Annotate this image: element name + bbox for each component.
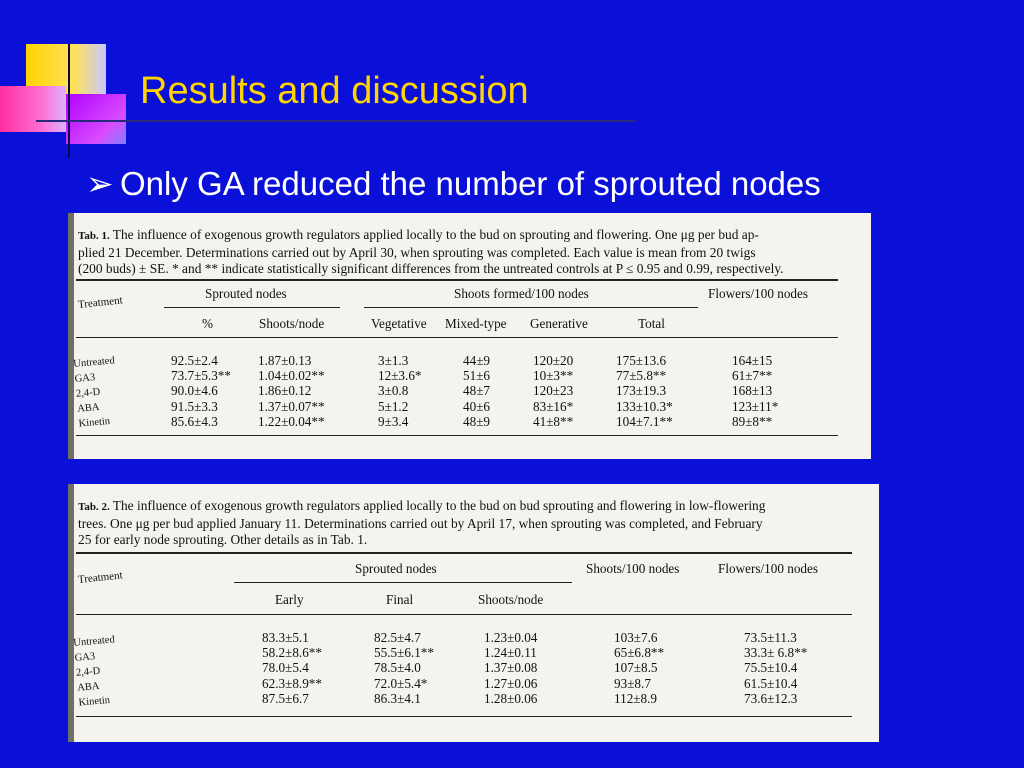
table-cell: 41±8** [533, 413, 574, 429]
table-cell: 1.28±0.06 [484, 690, 538, 706]
treatment-label: ABA [76, 680, 100, 694]
bullet-item [86, 164, 821, 203]
caption-line: trees. One μg per bud applied January 11. Determinations carried out by April 17, when sprouting was completed, and February [78, 515, 763, 531]
table-cell: 77±5.8** [616, 368, 667, 384]
table-cell: 82.5±4.7 [374, 630, 421, 645]
table-cell: 73.5±11.3 [744, 630, 797, 645]
table-cell: 1.22±0.04** [258, 413, 325, 429]
subheader-early: Early [275, 592, 304, 607]
table-cell: 1.37±0.08 [484, 660, 538, 676]
table-cell: 44±9 [463, 353, 491, 368]
subheader-generative: Generative [530, 316, 588, 331]
table-cell: 123±11* [732, 398, 779, 414]
data-column [374, 630, 434, 706]
subheader-vegetative: Vegetative [371, 316, 427, 331]
table-cell: 1.86±0.12 [258, 383, 312, 399]
table-bottom-rule [76, 435, 838, 436]
table-cell: 73.7±5.3** [171, 368, 231, 384]
table-cell: 3±1.3 [378, 353, 409, 368]
group-rule [234, 582, 572, 583]
table-cell: 91.5±3.3 [171, 398, 218, 414]
table-cell: 58.2±8.6** [262, 645, 322, 661]
table-cell: 40±6 [463, 398, 491, 414]
treatment-label: 2,4-D [75, 386, 101, 400]
data-column [378, 353, 422, 429]
data-column [258, 353, 325, 429]
header-shoots-per-100: Shoots/100 nodes [586, 561, 680, 576]
data-column [262, 630, 322, 706]
caption-line: Tab. 2. The influence of exogenous growth regulators applied locally to the bud on bud sprouting and flowering in low-flowering [78, 498, 766, 513]
group-rule [364, 307, 698, 308]
treatment-label: Untreated [72, 634, 116, 649]
caption-line: (200 buds) ± SE. * and ** indicate statistically significant differences from the untreated controls at P ≤ 0.95 and 0.99, respectively. [78, 260, 784, 276]
table-cell: 164±15 [732, 353, 773, 368]
table-cell: 85.6±4.3 [171, 413, 218, 429]
title-rule [36, 120, 636, 122]
subheader-shoots-per-node: Shoots/node [478, 592, 544, 607]
table-cell: 1.87±0.13 [258, 353, 312, 368]
table-cell: 48±9 [463, 413, 491, 429]
header-bottom-rule [76, 614, 852, 615]
table-cell: 1.27±0.06 [484, 675, 538, 691]
table-cell: 10±3** [533, 368, 574, 384]
treatment-label: GA3 [74, 372, 96, 385]
bullet-arrow-icon: ➢ [86, 165, 114, 202]
treatment-label: GA3 [74, 651, 96, 664]
table-cell: 61±7** [732, 368, 773, 384]
header-flowers: Flowers/100 nodes [718, 561, 819, 576]
data-column [614, 630, 664, 706]
table-cell: 1.23±0.04 [484, 630, 538, 645]
treatment-column [73, 632, 121, 710]
table-cell: 112±8.9 [614, 690, 658, 706]
table-cell: 87.5±6.7 [262, 690, 309, 706]
table-cell: 83±16* [533, 398, 574, 414]
table-cell: 51±6 [463, 368, 491, 384]
header-flowers: Flowers/100 nodes [708, 286, 809, 301]
row-header-treatment: Treatment [77, 294, 124, 311]
table-cell: 86.3±4.1 [374, 690, 421, 706]
table-cell: 168±13 [732, 383, 773, 399]
table-cell: 48±7 [463, 383, 491, 399]
table-cell: 75.5±10.4 [744, 660, 798, 676]
table-cell: 3±0.8 [378, 383, 409, 399]
table-cell: 72.0±5.4* [374, 675, 428, 691]
group-rule [164, 307, 340, 308]
data-column [533, 353, 573, 429]
data-column [732, 353, 778, 429]
table-top-rule [76, 552, 852, 554]
caption-line: Tab. 1. The influence of exogenous growth regulators applied locally to the bud on sprouting and flowering. One μg per bud ap- [78, 227, 759, 242]
subheader-percent: % [202, 316, 213, 331]
table-cell: 89±8** [732, 413, 773, 429]
treatment-label: ABA [76, 401, 100, 415]
subheader-final: Final [386, 592, 414, 607]
data-column [463, 353, 490, 429]
slide-title: Results and discussion [140, 70, 529, 112]
table-cell: 83.3±5.1 [262, 630, 309, 645]
table-cell: 65±6.8** [614, 645, 665, 661]
treatment-column [73, 353, 121, 431]
table-cell: 78.5±4.0 [374, 660, 421, 676]
data-column [616, 353, 673, 429]
data-column [744, 630, 807, 706]
table-bottom-rule [76, 716, 852, 717]
header-sprouted-nodes: Sprouted nodes [355, 561, 437, 576]
table-cell: 62.3±8.9** [262, 675, 322, 691]
treatment-label: Kinetin [78, 415, 111, 430]
bullet-text: Only GA reduced the number of sprouted nodes [120, 165, 821, 202]
table-cell: 92.5±2.4 [171, 353, 218, 368]
table-cell: 55.5±6.1** [374, 645, 434, 661]
header-bottom-rule [76, 337, 838, 338]
table-cell: 107±8.5 [614, 660, 658, 676]
table-cell: 103±7.6 [614, 630, 658, 645]
treatment-label: Kinetin [78, 694, 111, 709]
table-cell: 104±7.1** [616, 413, 673, 429]
header-sprouted-nodes: Sprouted nodes [205, 286, 287, 301]
table-cell: 9±3.4 [378, 413, 409, 429]
table2-caption [78, 498, 868, 547]
table-cell: 120±23 [533, 383, 574, 399]
table1-scan [68, 213, 871, 459]
table-cell: 93±8.7 [614, 675, 651, 691]
treatment-label: 2,4-D [75, 665, 101, 679]
caption-line: plied 21 December. Determinations carried out by April 30, when sprouting was completed. Each value is mean from 20 twigs [78, 244, 756, 260]
subheader-shoots-per-node: Shoots/node [259, 316, 325, 331]
table-cell: 1.04±0.02** [258, 368, 325, 384]
table-cell: 12±3.6* [378, 368, 422, 384]
table-cell: 173±19.3 [616, 383, 667, 399]
table-cell: 90.0±4.6 [171, 383, 218, 399]
table-cell: 1.37±0.07** [258, 398, 325, 414]
table-cell: 5±1.2 [378, 398, 409, 414]
table-cell: 1.24±0.11 [484, 645, 537, 661]
table-cell: 73.6±12.3 [744, 690, 798, 706]
treatment-label: Untreated [72, 355, 116, 370]
table-cell: 33.3± 6.8** [744, 645, 808, 661]
data-column [171, 353, 231, 429]
row-header-treatment: Treatment [77, 569, 124, 586]
table-cell: 133±10.3* [616, 398, 673, 414]
data-column [484, 630, 537, 706]
table-cell: 120±20 [533, 353, 574, 368]
caption-line: 25 for early node sprouting. Other details as in Tab. 1. [78, 531, 368, 547]
table-cell: 78.0±5.4 [262, 660, 309, 676]
subheader-mixed-type: Mixed-type [445, 316, 507, 331]
table2-scan [68, 484, 879, 742]
subheader-total: Total [638, 316, 665, 331]
table1-caption [78, 227, 858, 276]
table-top-rule [76, 279, 838, 281]
table-cell: 61.5±10.4 [744, 675, 798, 691]
table-cell: 175±13.6 [616, 353, 667, 368]
header-shoots-formed: Shoots formed/100 nodes [454, 286, 589, 301]
